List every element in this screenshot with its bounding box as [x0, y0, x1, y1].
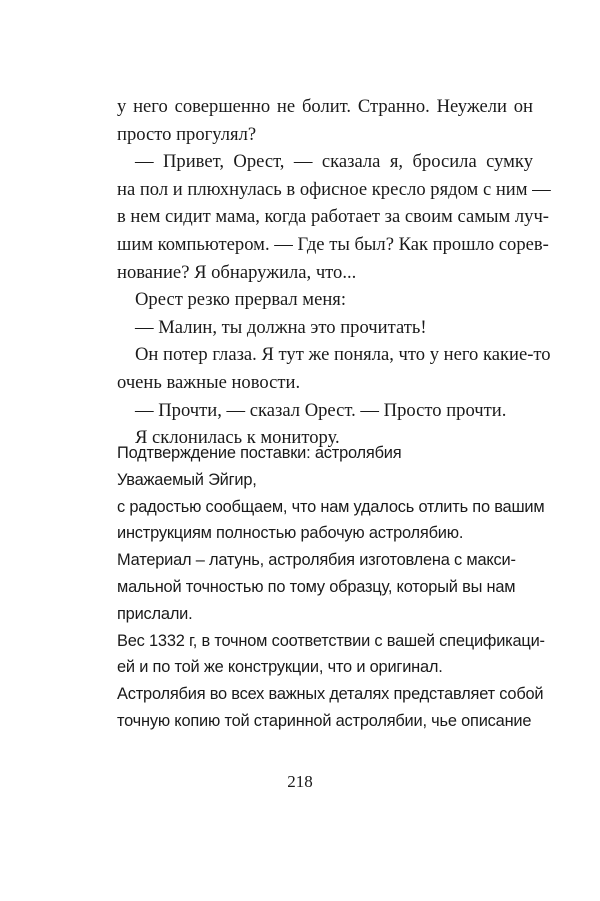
page-number: 218: [287, 772, 313, 791]
text-line: у него совершенно не болит. Странно. Неужели он: [117, 96, 533, 117]
paragraph: [117, 314, 533, 342]
paragraph: [117, 148, 551, 286]
letter-line: Вес 1332 г, в точном соответствии с вашей спецификаци-: [117, 631, 545, 650]
text-line: в нем сидит мама, когда работает за своим самым луч-: [117, 206, 549, 228]
text-line: Я склонилась к монитору.: [135, 427, 340, 449]
paragraph: [117, 341, 551, 396]
letter-line: инструкциям полностью рабочую астролябию.: [117, 524, 464, 543]
paragraph: [117, 286, 533, 314]
letter-subject: Подтверждение поставки: астролябия: [117, 444, 402, 462]
letter-line: Астролябия во всех важных деталях представляет собой: [117, 685, 544, 704]
text-line: — Привет, Орест, — сказала я, бросила сумку: [135, 151, 533, 173]
text-line: просто прогулял?: [117, 123, 257, 145]
letter-line: мальной точностью по тому образцу, который вы нам: [117, 577, 516, 596]
letter-line: ей и по той же конструкции, что и оригинал.: [117, 658, 443, 677]
text-line: очень важные новости.: [117, 371, 301, 393]
letter-line: Материал – латунь, астролябия изготовлена с макси-: [117, 551, 516, 570]
text-line: Он потер глаза. Я тут же поняла, что у него какие-то: [135, 344, 551, 366]
text-line: на пол и плюхнулась в офисное кресло рядом с ним —: [117, 178, 551, 200]
letter-line: с радостью сообщаем, что нам удалось отлить по вашим: [117, 497, 545, 516]
text-line: — Прочти, — сказал Орест. — Просто прочти.: [135, 399, 507, 421]
prose-text: [117, 93, 551, 452]
text-line: — Малин, ты должна это прочитать!: [135, 316, 427, 338]
letter-line: прислали.: [117, 604, 193, 623]
text-line: шим компьютером. — Где ты был? Как прошло сорев-: [117, 233, 549, 255]
letter-line: точную копию той старинной астролябии, чье описание: [117, 711, 532, 730]
email-letter: [117, 440, 545, 735]
text-line: Орест резко прервал меня:: [135, 289, 346, 311]
text-line: нование? Я обнаружила, что...: [117, 261, 357, 283]
paragraph: [117, 397, 533, 425]
paragraph: [117, 93, 533, 148]
letter-greeting: Уважаемый Эйгир,: [117, 470, 257, 489]
